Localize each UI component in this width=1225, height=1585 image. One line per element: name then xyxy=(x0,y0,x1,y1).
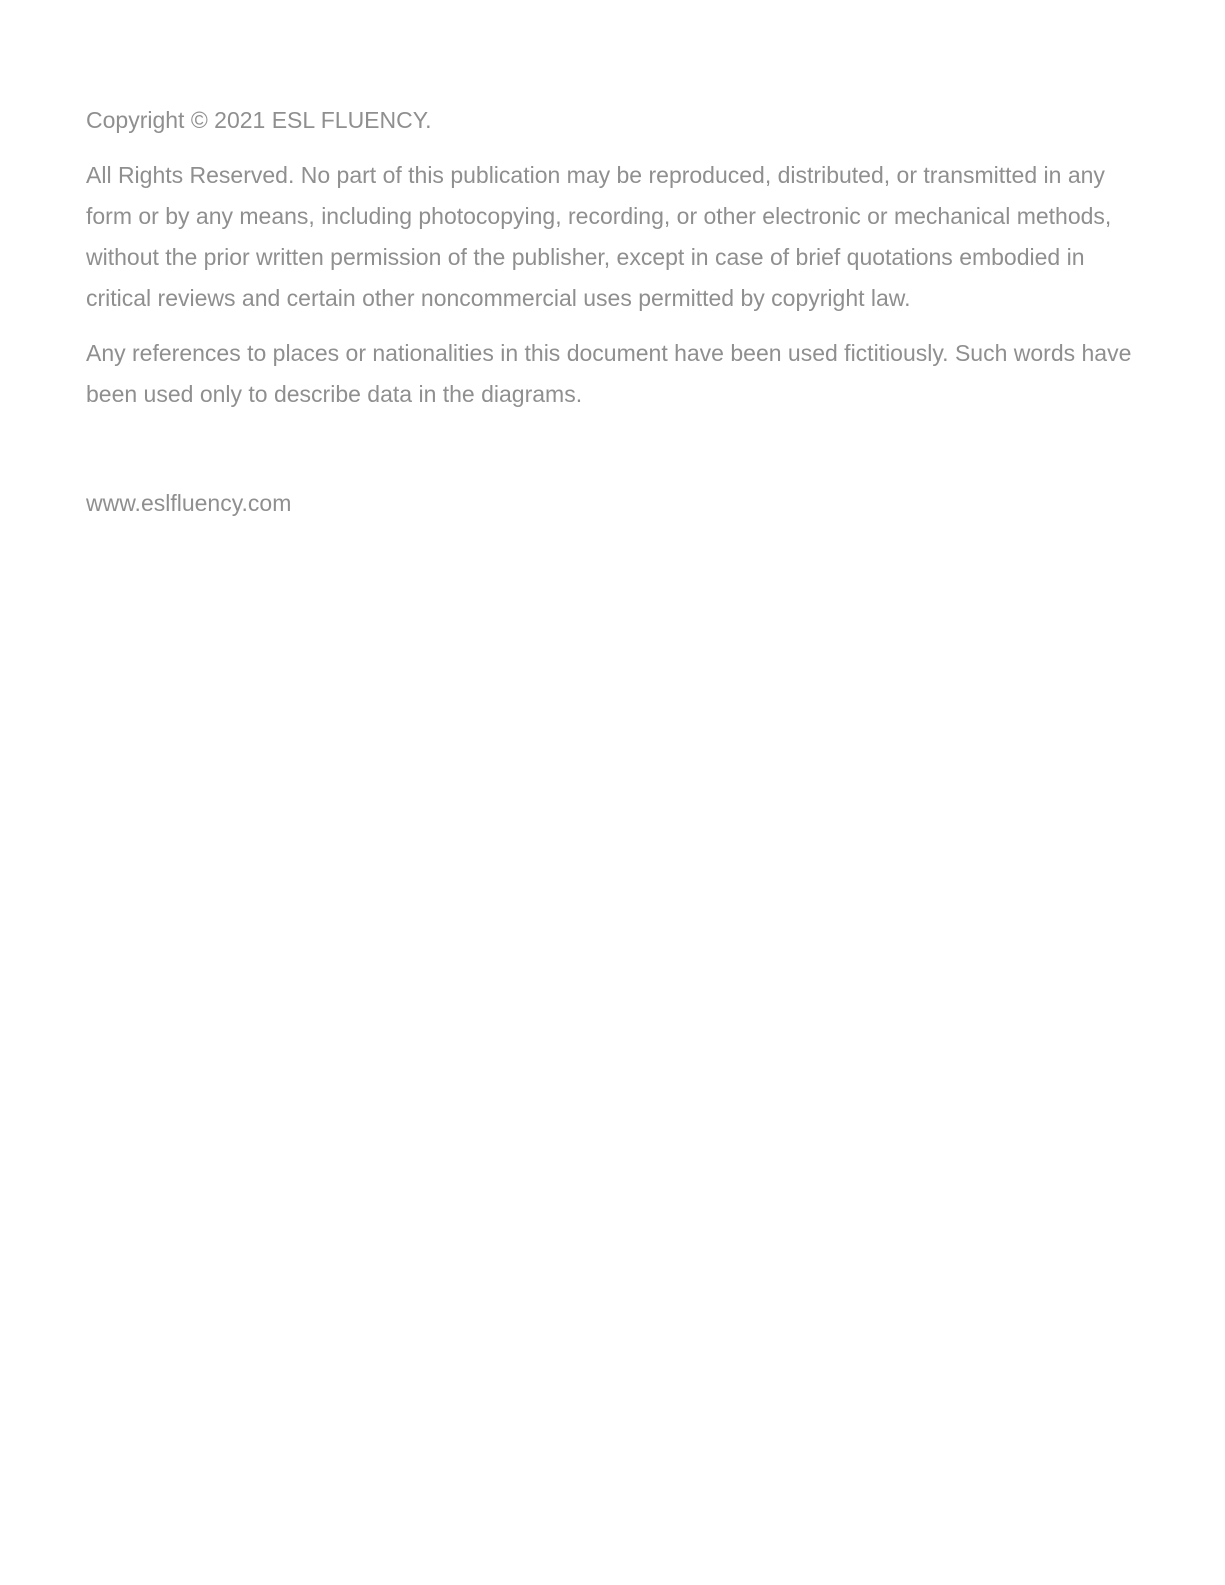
fictitious-references-paragraph: Any references to places or nationalities in this document have been used fictitiously. Such words have been used only to describe data in the diagrams. xyxy=(86,340,1132,407)
rights-reserved-paragraph: All Rights Reserved. No part of this publication may be reproduced, distributed, or transmitted in any form or by any means, including photocopying, recording, or other electronic or mechanical methods, without the prior written permission of the publisher, except in case of brief quotations embodied in critical reviews and certain other noncommercial uses permitted by copyright law. xyxy=(86,162,1112,311)
copyright-notice: Copyright © 2021 ESL FLUENCY. xyxy=(86,107,432,133)
website-line xyxy=(86,483,1136,524)
website-link[interactable]: www.eslfluency.com xyxy=(86,490,292,516)
copyright-page-content xyxy=(86,100,1136,524)
